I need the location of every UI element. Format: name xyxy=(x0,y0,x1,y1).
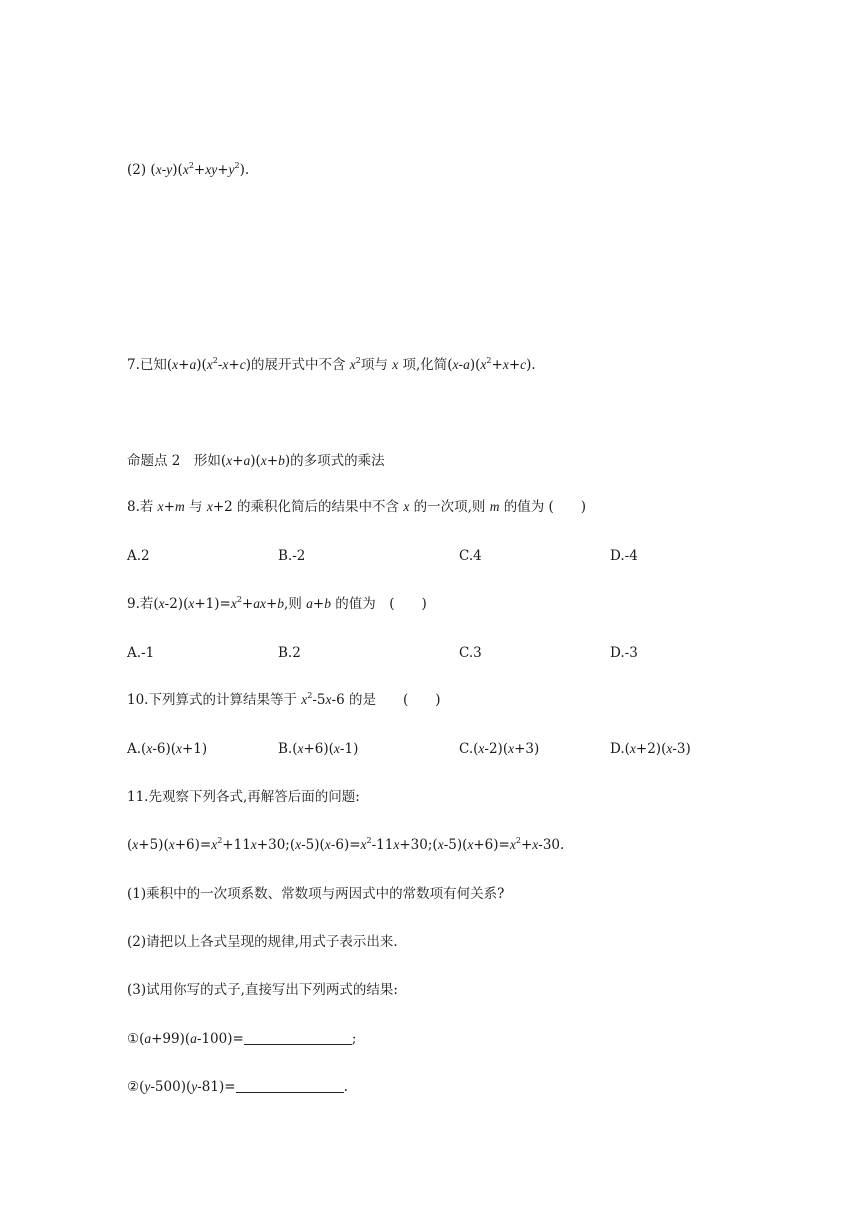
q6-part2-expression: $(x-y)(x^2+xy+y^2)$ xyxy=(150,161,245,178)
question-8-option-d[interactable]: D.-4 xyxy=(610,548,638,564)
question-8-option-c[interactable]: C.4 xyxy=(459,548,482,564)
q6-part2-suffix: . xyxy=(244,162,250,178)
question-8-stem: 8.若 x+m 与 x+2 的乘积化简后的结果中不含 x 的一次项,则 m 的值为 ( ) xyxy=(127,499,587,515)
answer-blank-2[interactable] xyxy=(236,1078,344,1093)
question-10-stem: 10.下列算式的计算结果等于 $x^2-5x-6$ 的是 ( ) xyxy=(127,691,441,708)
question-9-option-a[interactable]: A.-1 xyxy=(127,645,155,661)
question-9-option-b[interactable]: B.2 xyxy=(278,645,301,661)
question-11-part-1: (1)乘积中的一次项系数、常数项与两因式中的常数项有何关系? xyxy=(127,886,505,902)
question-11-part-3: (3)试用你写的式子,直接写出下列两式的结果: xyxy=(127,982,398,998)
question-11-sub-2 xyxy=(127,1077,348,1097)
section-title-2: 命题点 2 形如(x+a)(x+b)的多项式的乘法 xyxy=(127,453,385,469)
question-8-option-b[interactable]: B.-2 xyxy=(278,548,306,564)
question-11-sub-1 xyxy=(127,1029,356,1049)
question-7: 7.已知$(x+a)(x^2-x+c)$的展开式中不含 $x^2$项与 x 项,化简$(x-a)(x^2+x+c)$. xyxy=(127,356,536,373)
q6-part2-prefix: (2) xyxy=(127,162,147,178)
question-11-stem: 11.先观察下列各式,再解答后面的问题: xyxy=(127,789,360,805)
question-10-option-b[interactable]: B.(x+6)(x-1) xyxy=(278,741,359,757)
question-9-option-d[interactable]: D.-3 xyxy=(610,645,638,661)
question-11-sub-1-expression: ①(a+99)(a-100)= xyxy=(127,1031,244,1047)
question-11-sub-2-expression: ②(y-500)(y-81)= xyxy=(127,1079,236,1095)
question-10-option-c[interactable]: C.(x-2)(x+3) xyxy=(459,741,540,757)
question-10-option-a[interactable]: A.(x-6)(x+1) xyxy=(127,741,208,757)
answer-blank-1[interactable] xyxy=(244,1030,352,1045)
question-10-option-d[interactable]: D.(x+2)(x-3) xyxy=(610,741,691,757)
question-11-part-2: (2)请把以上各式呈现的规律,用式子表示出来. xyxy=(127,934,398,950)
question-9-option-c[interactable]: C.3 xyxy=(459,645,482,661)
q6-part2 xyxy=(127,160,249,180)
question-9-stem: 9.若$(x-2)(x+1)=x^2+ax+b$,则 a+b 的值为 ( ) xyxy=(127,595,427,612)
question-11-sub-1-end: ; xyxy=(351,1031,357,1047)
question-8-option-a[interactable]: A.2 xyxy=(127,548,150,564)
question-11-sub-2-end: . xyxy=(343,1079,348,1095)
question-11-examples: $(x+5)(x+6)=x^2+11x+30;(x-5)(x-6)=x^2-11x+30;(x-5)(x+6)=x^2+x-30$. xyxy=(127,836,565,853)
